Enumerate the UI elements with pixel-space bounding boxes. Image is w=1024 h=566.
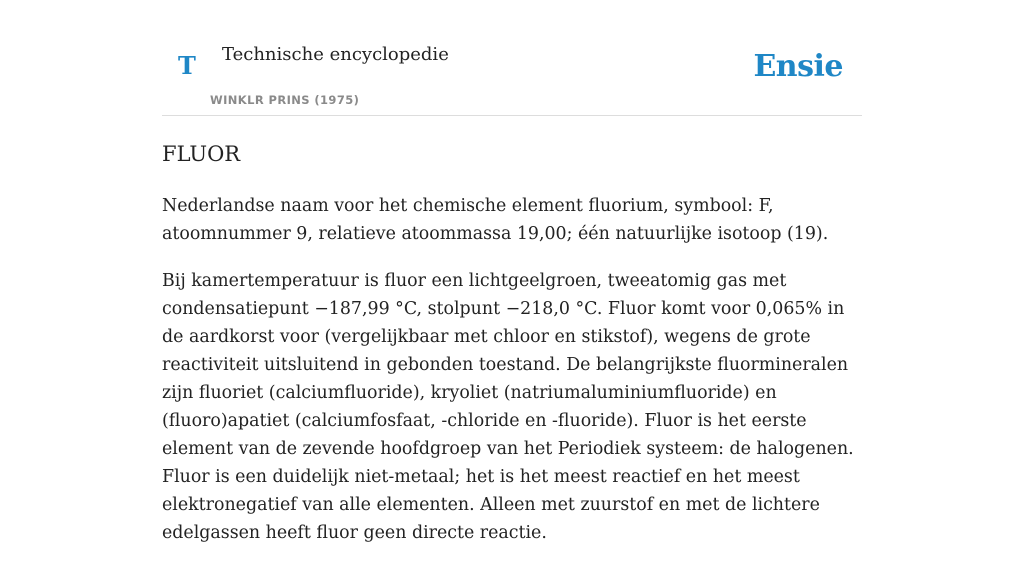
site-subtitle: WINKLR PRINS (1975)	[210, 93, 360, 107]
site-title-link[interactable]: Technische encyclopedie	[222, 44, 449, 65]
brand-logo-link[interactable]: Ensie	[753, 49, 843, 84]
site-header	[162, 0, 862, 116]
article-body	[162, 192, 862, 566]
encyclopedia-logo-icon[interactable]: T	[178, 51, 196, 80]
article-paragraph: Bij kamertemperatuur is fluor een lichtgeelgroen, tweeatomig gas met condensatiepunt −187,99 °C, stolpunt −218,0 °C. Fluor komt voor 0,065% in de aardkorst voor (vergelijkbaar met chloor en stikstof), wegens de grote reactiviteit uitsluitend in gebonden toestand. De belangrijkste fluormineralen zijn fluoriet (calciumfluoride), kryoliet (natriumaluminiumfluoride) en (fluoro)apatiet (calciumfosfaat, -chloride en -fluoride). Fluor is het eerste element van de zevende hoofdgroep van het Periodiek systeem: de halogenen. Fluor is een duidelijk niet-metaal; het is het meest reactief en het meest elektronegatief van alle elementen. Alleen met zuurstof en met de lichtere edelgassen heeft fluor geen directe reactie.	[162, 271, 854, 543]
page	[162, 0, 862, 543]
article-title: FLUOR	[162, 142, 241, 166]
article-paragraph: Nederlandse naam voor het chemische element fluorium, symbool: F, atoomnummer 9, relatieve atoommassa 19,00; één natuurlijke isotoop (19).	[162, 196, 829, 244]
